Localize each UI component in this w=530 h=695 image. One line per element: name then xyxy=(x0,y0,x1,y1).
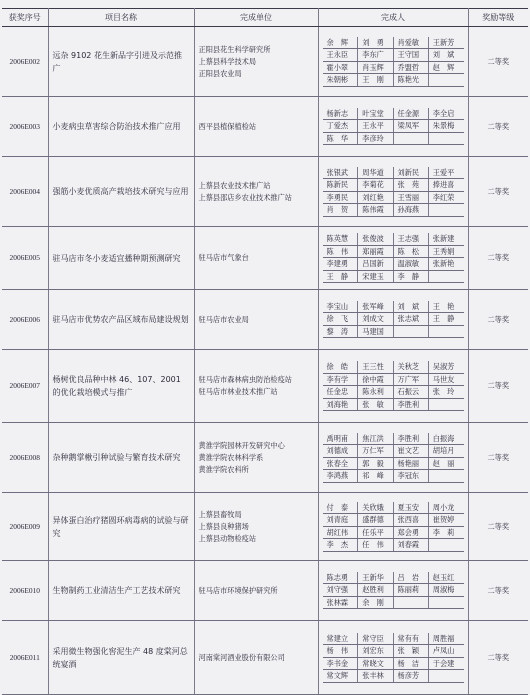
person-name: 李菊花 xyxy=(358,179,393,192)
header-completing-units: 完成单位 xyxy=(194,9,318,27)
award-id-cell: 2006E004 xyxy=(2,157,48,227)
person-name: 万广军 xyxy=(393,373,428,386)
person-name: 崔贺婷 xyxy=(428,514,463,527)
completing-people-cell xyxy=(318,97,468,157)
person-name: 张新艳 xyxy=(428,258,463,271)
award-id-cell: 2006E009 xyxy=(2,493,48,561)
people-row xyxy=(323,433,464,445)
person-name: 周淑梅 xyxy=(428,584,463,597)
person-name: 吴淑芳 xyxy=(428,361,463,373)
award-id-cell: 2006E006 xyxy=(2,290,48,350)
person-name: 张西喜 xyxy=(393,514,428,527)
person-name: 朱朝彬 xyxy=(323,74,358,87)
people-row xyxy=(323,457,464,470)
person-name: 丁爱杰 xyxy=(323,120,358,133)
person-name: 陈艳光 xyxy=(393,74,428,87)
person-name: 崔文艺 xyxy=(393,445,428,458)
person-name: 夏玉安 xyxy=(393,502,428,514)
award-id-cell: 2006E008 xyxy=(2,423,48,493)
person-name: 肖玉辉 xyxy=(358,61,393,74)
header-award-grade: 奖励等级 xyxy=(468,9,528,27)
person-name: 王新芳 xyxy=(428,37,463,49)
person-name: 李红荣 xyxy=(428,191,463,204)
person-name: 陈新民 xyxy=(323,179,358,192)
person-name: 刘春霞 xyxy=(393,539,428,552)
award-grade-cell: 二等奖 xyxy=(468,97,528,157)
award-grade-cell: 二等奖 xyxy=(468,493,528,561)
person-name: 刘德成 xyxy=(323,445,358,458)
completing-unit: 黄淮学院农科所 xyxy=(198,464,249,474)
table-row xyxy=(2,97,528,157)
empty-slot xyxy=(428,204,463,217)
person-name: 任金源 xyxy=(393,108,428,120)
person-name: 宋建玉 xyxy=(358,270,393,283)
people-row xyxy=(323,633,464,645)
person-name: 徐 飞 xyxy=(323,313,358,326)
person-name: 胡红伟 xyxy=(323,526,358,539)
person-name: 陈伟霞 xyxy=(358,204,393,217)
person-name: 徐中霞 xyxy=(358,373,393,386)
people-row xyxy=(323,61,464,74)
person-name: 肖爱敏 xyxy=(393,37,428,49)
person-name: 张春全 xyxy=(323,457,358,470)
person-name: 万仁军 xyxy=(358,445,393,458)
person-name: 李 静 xyxy=(393,270,428,283)
person-name: 余 辉 xyxy=(323,37,358,49)
person-name: 陈 华 xyxy=(323,132,358,145)
person-name: 王雪丽 xyxy=(393,191,428,204)
completing-unit: 上蔡县动物检疫站 xyxy=(198,533,257,543)
people-row xyxy=(323,645,464,658)
people-grid xyxy=(323,433,464,483)
person-name: 石振云 xyxy=(393,386,428,399)
person-name: 王永臣 xyxy=(323,49,358,62)
person-name: 禹明甫 xyxy=(323,433,358,445)
table-row xyxy=(2,423,528,493)
person-name: 李胜利 xyxy=(393,398,428,411)
person-name: 陈丽莉 xyxy=(393,584,428,597)
person-name: 赵 丽 xyxy=(428,457,463,470)
people-row xyxy=(323,49,464,62)
person-name: 余 刚 xyxy=(358,596,393,609)
empty-slot xyxy=(428,539,463,552)
completing-units-cell xyxy=(194,561,318,621)
people-row xyxy=(323,514,464,527)
award-grade-cell: 二等奖 xyxy=(468,227,528,290)
person-name: 李胜利 xyxy=(393,433,428,445)
empty-slot xyxy=(393,596,428,609)
person-name: 赵 辉 xyxy=(428,61,463,74)
person-name: 李 莉 xyxy=(428,526,463,539)
people-row xyxy=(323,120,464,133)
person-name: 常晓文 xyxy=(358,657,393,670)
person-name: 王爱平 xyxy=(428,167,463,179)
completing-units-cell xyxy=(194,157,318,227)
empty-slot xyxy=(428,325,463,338)
completing-unit: 上蔡县科学技术局 xyxy=(198,56,257,66)
person-name: 陈永利 xyxy=(358,386,393,399)
person-name: 王 刚 xyxy=(358,74,393,87)
person-name: 肖 贺 xyxy=(323,204,358,217)
award-id-cell: 2006E002 xyxy=(2,27,48,97)
completing-units-cell xyxy=(194,97,318,157)
person-name: 赵玉红 xyxy=(428,572,463,584)
person-name: 陈 伟 xyxy=(323,245,358,258)
person-name: 刘 斌 xyxy=(393,301,428,313)
people-row xyxy=(323,657,464,670)
people-row xyxy=(323,670,464,683)
people-row xyxy=(323,313,464,326)
person-name: 张 敏 xyxy=(358,398,393,411)
people-row xyxy=(323,74,464,87)
person-name: 张志斌 xyxy=(393,313,428,326)
project-name-cell: 驻马店市优势农产品区域布局建设规划 xyxy=(48,290,194,350)
table-row xyxy=(2,561,528,621)
completing-unit: 西平县植保植检站 xyxy=(198,121,257,131)
completing-units-cell xyxy=(194,621,318,695)
person-name: 常有有 xyxy=(393,633,428,645)
table-row xyxy=(2,227,528,290)
person-name: 李鸿燕 xyxy=(323,470,358,483)
table-row xyxy=(2,493,528,561)
person-name: 张银武 xyxy=(323,167,358,179)
people-grid xyxy=(323,633,464,683)
completing-unit: 上蔡县邵店乡农业技术推广站 xyxy=(198,192,292,202)
person-name: 付 泰 xyxy=(323,502,358,514)
project-name-cell: 生物制药工业清洁生产工艺技术研究 xyxy=(48,561,194,621)
completing-people-cell xyxy=(318,290,468,350)
person-name: 白振海 xyxy=(428,433,463,445)
completing-units-cell xyxy=(194,227,318,290)
person-name: 杨 洁 xyxy=(393,657,428,670)
person-name: 马世友 xyxy=(428,373,463,386)
award-id-cell: 2006E011 xyxy=(2,621,48,695)
award-id-cell: 2006E007 xyxy=(2,350,48,423)
person-name: 刘新民 xyxy=(393,167,428,179)
person-name: 孙海燕 xyxy=(393,204,428,217)
award-grade-cell: 二等奖 xyxy=(468,290,528,350)
person-name: 卢凤山 xyxy=(428,645,463,658)
person-name: 任乐平 xyxy=(358,526,393,539)
people-row xyxy=(323,204,464,217)
person-name: 关秋芝 xyxy=(393,361,428,373)
people-grid xyxy=(323,167,464,217)
person-name: 张俊波 xyxy=(358,233,393,245)
table-row xyxy=(2,27,528,97)
person-name: 王三性 xyxy=(358,361,393,373)
person-name: 霍小翠 xyxy=(323,61,358,74)
award-id-cell: 2006E005 xyxy=(2,227,48,290)
person-name: 王 艳 xyxy=(428,301,463,313)
person-name: 常守臣 xyxy=(358,633,393,645)
person-name: 杨艳丽 xyxy=(393,457,428,470)
person-name: 刘宏东 xyxy=(358,645,393,658)
person-name: 刘海艳 xyxy=(323,398,358,411)
person-name: 刘守强 xyxy=(323,584,358,597)
people-row xyxy=(323,167,464,179)
person-name: 梁凤军 xyxy=(393,120,428,133)
empty-slot xyxy=(393,325,428,338)
person-name: 张军峰 xyxy=(358,301,393,313)
people-row xyxy=(323,37,464,49)
person-name: 温淑敏 xyxy=(393,258,428,271)
person-name: 李彦玲 xyxy=(358,132,393,145)
people-grid xyxy=(323,233,464,283)
empty-slot xyxy=(428,270,463,283)
person-name: 王志强 xyxy=(393,233,428,245)
people-row xyxy=(323,539,464,552)
person-name: 郑会勇 xyxy=(393,526,428,539)
people-row xyxy=(323,301,464,313)
completing-people-cell xyxy=(318,157,468,227)
person-name: 朱景梅 xyxy=(428,120,463,133)
people-grid xyxy=(323,361,464,411)
completing-unit: 正阳县农业局 xyxy=(198,68,242,78)
person-name: 李东广 xyxy=(358,49,393,62)
completing-unit: 驻马店市农业局 xyxy=(198,314,249,324)
person-name: 叶宝堂 xyxy=(358,108,393,120)
people-row xyxy=(323,325,464,338)
people-row xyxy=(323,132,464,145)
empty-slot xyxy=(393,132,428,145)
person-name: 杨 伟 xyxy=(323,645,358,658)
completing-units-cell xyxy=(194,423,318,493)
completing-people-cell xyxy=(318,561,468,621)
person-name: 关欣娥 xyxy=(358,502,393,514)
completing-unit: 黄淮学院农林科学系 xyxy=(198,452,264,462)
person-name: 李全启 xyxy=(428,108,463,120)
person-name: 张丰林 xyxy=(358,670,393,683)
completing-unit: 上蔡县畜牧局 xyxy=(198,509,242,519)
header-completing-people: 完成人 xyxy=(318,9,468,27)
empty-slot xyxy=(428,470,463,483)
people-grid xyxy=(323,37,464,87)
completing-unit: 驻马店市环境保护研究所 xyxy=(198,585,278,595)
award-grade-cell: 二等奖 xyxy=(468,423,528,493)
person-name: 刘成文 xyxy=(358,313,393,326)
completing-units-cell xyxy=(194,290,318,350)
people-row xyxy=(323,191,464,204)
person-name: 杨新志 xyxy=(323,108,358,120)
completing-people-cell xyxy=(318,227,468,290)
person-name: 王 静 xyxy=(323,270,358,283)
person-name: 李有学 xyxy=(323,373,358,386)
table-row xyxy=(2,157,528,227)
person-name: 李冠东 xyxy=(393,470,428,483)
people-grid xyxy=(323,108,464,146)
person-name: 马建国 xyxy=(358,325,393,338)
award-grade-cell: 二等奖 xyxy=(468,27,528,97)
completing-unit: 黄淮学院园林开发研究中心 xyxy=(198,440,285,450)
person-name: 王 静 xyxy=(428,313,463,326)
person-name: 刘青庭 xyxy=(323,514,358,527)
project-name-cell: 远杂 9102 花生新品字引进及示范推广 xyxy=(48,27,194,97)
person-name: 周胜福 xyxy=(428,633,463,645)
completing-unit: 河南棠河酒业股份有限公司 xyxy=(198,652,285,662)
completing-unit: 上蔡县农业技术推广站 xyxy=(198,180,271,190)
table-row xyxy=(2,290,528,350)
person-name: 常建立 xyxy=(323,633,358,645)
person-name: 李书金 xyxy=(323,657,358,670)
people-row xyxy=(323,233,464,245)
person-name: 王永平 xyxy=(358,120,393,133)
person-name: 于会建 xyxy=(428,657,463,670)
completing-people-cell xyxy=(318,27,468,97)
person-name: 郭 毅 xyxy=(358,457,393,470)
person-name: 乔盟哲 xyxy=(393,61,428,74)
person-name: 吕 岩 xyxy=(393,572,428,584)
empty-slot xyxy=(428,74,463,87)
people-row xyxy=(323,584,464,597)
person-name: 徐 皓 xyxy=(323,361,358,373)
award-id-cell: 2006E003 xyxy=(2,97,48,157)
person-name: 陈 松 xyxy=(393,245,428,258)
people-row xyxy=(323,373,464,386)
person-name: 张 玲 xyxy=(428,386,463,399)
person-name: 王守国 xyxy=(393,49,428,62)
completing-people-cell xyxy=(318,493,468,561)
person-name: 李建勇 xyxy=(323,258,358,271)
people-row xyxy=(323,398,464,411)
table-row xyxy=(2,621,528,695)
completing-units-cell xyxy=(194,350,318,423)
person-name: 焦江洪 xyxy=(358,433,393,445)
person-name: 胡培月 xyxy=(428,445,463,458)
awards-table xyxy=(2,8,528,695)
person-name: 赵胜利 xyxy=(358,584,393,597)
completing-unit: 驻马店市气象台 xyxy=(198,253,249,262)
people-row xyxy=(323,245,464,258)
awards-table-body xyxy=(2,27,528,695)
award-id-cell: 2006E010 xyxy=(2,561,48,621)
person-name: 刘 勇 xyxy=(358,37,393,49)
empty-slot xyxy=(428,670,463,683)
person-name: 王秀娟 xyxy=(428,245,463,258)
person-name: 祁 峰 xyxy=(358,470,393,483)
people-row xyxy=(323,108,464,120)
project-name-cell: 小麦病虫草害综合防治技术推广应用 xyxy=(48,97,194,157)
header-award-id: 获奖序号 xyxy=(2,9,48,27)
person-name: 王新华 xyxy=(358,572,393,584)
completing-people-cell xyxy=(318,423,468,493)
people-row xyxy=(323,270,464,283)
person-name: 吕国新 xyxy=(358,258,393,271)
project-name-cell: 杨树优良品种中林 46、107、2001 的优化栽培模式与推广 xyxy=(48,350,194,423)
project-name-cell: 采用微生物强化窖泥生产 48 度棠河总统宴酒 xyxy=(48,621,194,695)
people-row xyxy=(323,445,464,458)
people-row xyxy=(323,361,464,373)
person-name: 陈英慧 xyxy=(323,233,358,245)
header-row xyxy=(2,9,528,27)
table-row xyxy=(2,350,528,423)
person-name: 张新建 xyxy=(428,233,463,245)
header-project-name: 项目名称 xyxy=(48,9,194,27)
person-name: 捧进喜 xyxy=(428,179,463,192)
people-row xyxy=(323,179,464,192)
award-grade-cell: 二等奖 xyxy=(468,157,528,227)
person-name: 黎 涛 xyxy=(323,325,358,338)
person-name: 盛群德 xyxy=(358,514,393,527)
people-row xyxy=(323,258,464,271)
people-row xyxy=(323,386,464,399)
people-row xyxy=(323,572,464,584)
person-name: 周小龙 xyxy=(428,502,463,514)
completing-unit: 上蔡县良种猪场 xyxy=(198,521,249,531)
award-grade-cell: 二等奖 xyxy=(468,561,528,621)
award-grade-cell: 二等奖 xyxy=(468,350,528,423)
person-name: 李勇民 xyxy=(323,191,358,204)
person-name: 陈志勇 xyxy=(323,572,358,584)
project-name-cell: 杂种鹅掌楸引种试验与繁育技术研究 xyxy=(48,423,194,493)
completing-people-cell xyxy=(318,621,468,695)
person-name: 杨彦芳 xyxy=(393,670,428,683)
people-grid xyxy=(323,301,464,339)
people-row xyxy=(323,470,464,483)
completing-unit: 驻马店市林业技术推广站 xyxy=(198,387,278,396)
person-name: 任金忠 xyxy=(323,386,358,399)
person-name: 周华道 xyxy=(358,167,393,179)
people-row xyxy=(323,502,464,514)
award-grade-cell: 二等奖 xyxy=(468,621,528,695)
empty-slot xyxy=(428,398,463,411)
completing-units-cell xyxy=(194,493,318,561)
person-name: 李宝山 xyxy=(323,301,358,313)
empty-slot xyxy=(428,596,463,609)
people-row xyxy=(323,526,464,539)
person-name: 张 颖 xyxy=(393,645,428,658)
person-name: 任 伟 xyxy=(358,539,393,552)
person-name: 刘红艳 xyxy=(358,191,393,204)
project-name-cell: 强筋小麦优质高产栽培技术研究与应用 xyxy=(48,157,194,227)
empty-slot xyxy=(428,132,463,145)
people-row xyxy=(323,596,464,609)
person-name: 常文辉 xyxy=(323,670,358,683)
person-name: 李 杰 xyxy=(323,539,358,552)
person-name: 郑丽霞 xyxy=(358,245,393,258)
completing-people-cell xyxy=(318,350,468,423)
person-name: 张林霖 xyxy=(323,596,358,609)
completing-unit: 正阳县花生科学研究所 xyxy=(198,44,271,54)
completing-unit: 驻马店市森林病虫防治检疫站 xyxy=(198,375,292,384)
person-name: 刘 斌 xyxy=(428,49,463,62)
people-grid xyxy=(323,502,464,552)
project-name-cell: 异体蛋白治疗猪圆环病毒病的试验与研究 xyxy=(48,493,194,561)
completing-units-cell xyxy=(194,27,318,97)
people-grid xyxy=(323,572,464,610)
project-name-cell: 驻马店市冬小麦适宜播种期预测研究 xyxy=(48,227,194,290)
person-name: 张 苑 xyxy=(393,179,428,192)
